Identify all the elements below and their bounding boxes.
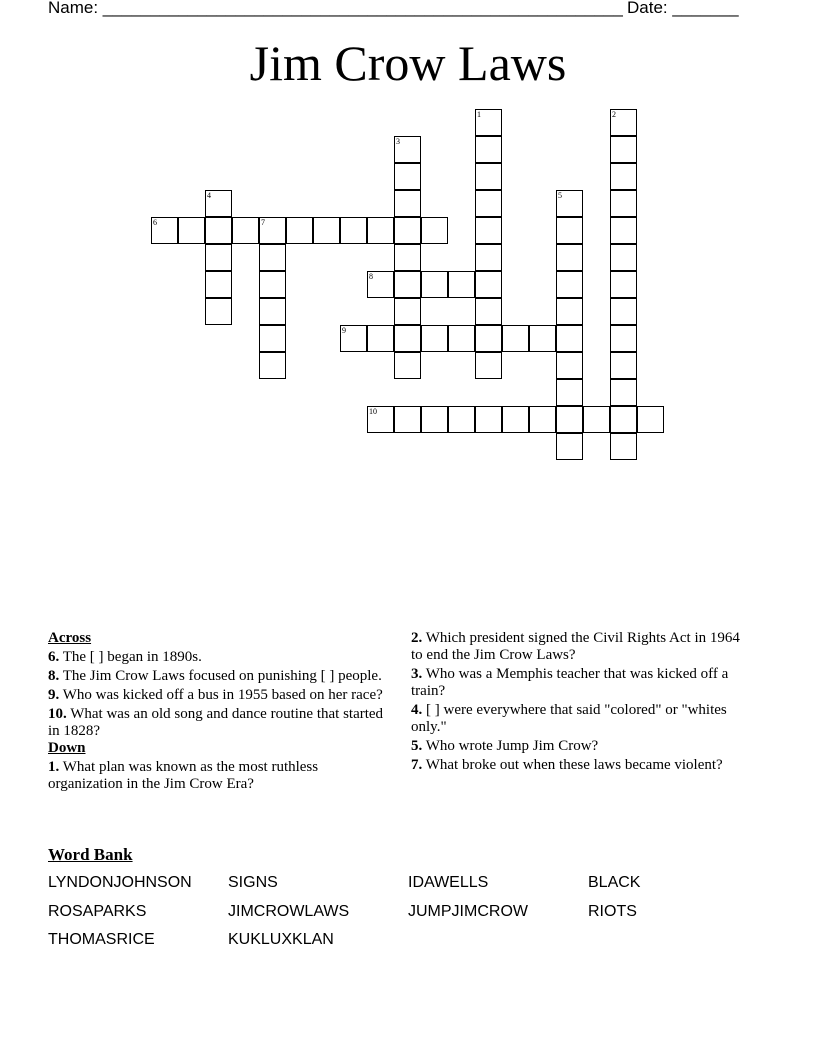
grid-cell[interactable] xyxy=(394,163,421,190)
page-title: Jim Crow Laws xyxy=(249,35,567,91)
grid-cell[interactable] xyxy=(475,109,502,136)
word-bank-item: RIOTS xyxy=(588,903,637,920)
grid-cell[interactable] xyxy=(637,406,664,433)
clue-down-5: 5. Who wrote Jump Jim Crow? xyxy=(411,738,599,754)
grid-cell[interactable] xyxy=(205,244,232,271)
grid-cell[interactable] xyxy=(610,298,637,325)
grid-cell[interactable] xyxy=(394,136,421,163)
grid-cell[interactable] xyxy=(610,406,637,433)
grid-cell[interactable] xyxy=(394,271,421,298)
grid-cell[interactable] xyxy=(475,406,502,433)
clue-number: 10 xyxy=(369,407,377,416)
grid-cell[interactable] xyxy=(610,217,637,244)
grid-cell[interactable] xyxy=(286,217,313,244)
grid-cell[interactable] xyxy=(394,325,421,352)
grid-cell[interactable] xyxy=(340,217,367,244)
grid-cell[interactable] xyxy=(367,217,394,244)
grid-cell[interactable] xyxy=(529,406,556,433)
grid-cell[interactable] xyxy=(556,298,583,325)
grid-cell[interactable] xyxy=(394,406,421,433)
name-field[interactable]: Name: _______________________________________________________ xyxy=(48,0,623,17)
grid-cell[interactable] xyxy=(556,325,583,352)
grid-cell[interactable] xyxy=(205,298,232,325)
grid-cell[interactable] xyxy=(259,244,286,271)
word-bank-item: ROSAPARKS xyxy=(48,903,147,920)
word-bank-item: KUKLUXKLAN xyxy=(228,931,334,948)
grid-cell[interactable] xyxy=(610,163,637,190)
grid-cell[interactable] xyxy=(610,379,637,406)
clue-down-1: 1. What plan was known as the most ruthless organization in the Jim Crow Era? xyxy=(48,759,319,792)
clue-number: 2 xyxy=(612,110,616,119)
clues-left-column xyxy=(48,630,388,793)
word-bank-item: SIGNS xyxy=(228,874,278,891)
grid-cell[interactable] xyxy=(448,271,475,298)
grid-cell[interactable] xyxy=(475,136,502,163)
grid-cell[interactable] xyxy=(367,406,394,433)
grid-cell[interactable] xyxy=(610,190,637,217)
clue-down-3: 3. Who was a Memphis teacher that was kicked off a train? xyxy=(411,666,729,699)
grid-cell[interactable] xyxy=(529,325,556,352)
clue-across-10: 10. What was an old song and dance routine that started in 1828? xyxy=(48,706,384,739)
grid-cell[interactable] xyxy=(610,244,637,271)
crossword-grid xyxy=(0,0,816,480)
grid-cell[interactable] xyxy=(556,379,583,406)
grid-cell[interactable] xyxy=(502,325,529,352)
grid-cell[interactable] xyxy=(421,406,448,433)
grid-cell[interactable] xyxy=(556,271,583,298)
grid-cell[interactable] xyxy=(232,217,259,244)
grid-cell[interactable] xyxy=(610,325,637,352)
grid-cell[interactable] xyxy=(556,217,583,244)
grid-cell[interactable] xyxy=(475,352,502,379)
clue-number: 7 xyxy=(261,218,265,227)
grid-cell[interactable] xyxy=(421,325,448,352)
grid-cell[interactable] xyxy=(610,136,637,163)
clue-across-6: 6. The [ ] began in 1890s. xyxy=(48,649,202,665)
clue-down-2: 2. Which president signed the Civil Rights Act in 1964 to end the Jim Crow Laws? xyxy=(411,630,740,663)
clue-number: 5 xyxy=(558,191,562,200)
grid-cell[interactable] xyxy=(394,352,421,379)
grid-cell[interactable] xyxy=(178,217,205,244)
word-bank-item: BLACK xyxy=(588,874,641,891)
word-bank-title: Word Bank xyxy=(48,845,133,864)
grid-cell[interactable] xyxy=(583,406,610,433)
grid-cell[interactable] xyxy=(259,298,286,325)
grid-cell[interactable] xyxy=(367,325,394,352)
word-bank-item: IDAWELLS xyxy=(408,874,489,891)
clue-number: 8 xyxy=(369,272,373,281)
clue-number: 6 xyxy=(153,218,157,227)
grid-cell[interactable] xyxy=(205,271,232,298)
grid-cell[interactable] xyxy=(151,217,178,244)
clue-down-7: 7. What broke out when these laws became violent? xyxy=(411,757,723,773)
grid-cell[interactable] xyxy=(610,271,637,298)
grid-cell[interactable] xyxy=(205,217,232,244)
grid-cell[interactable] xyxy=(259,271,286,298)
grid-cell[interactable] xyxy=(610,109,637,136)
grid-cell[interactable] xyxy=(448,406,475,433)
clue-number: 4 xyxy=(207,191,211,200)
grid-cell[interactable] xyxy=(556,433,583,460)
word-bank-item: JUMPJIMCROW xyxy=(408,903,528,920)
grid-cell[interactable] xyxy=(556,244,583,271)
grid-cell[interactable] xyxy=(475,217,502,244)
grid-cell[interactable] xyxy=(556,352,583,379)
grid-cell[interactable] xyxy=(313,217,340,244)
across-heading: Across xyxy=(48,630,92,646)
grid-cell[interactable] xyxy=(610,352,637,379)
grid-cell[interactable] xyxy=(475,271,502,298)
grid-cell[interactable] xyxy=(205,190,232,217)
clue-across-8: 8. The Jim Crow Laws focused on punishing [ ] people. xyxy=(48,668,382,684)
grid-cell[interactable] xyxy=(610,433,637,460)
word-bank-item: THOMASRICE xyxy=(48,931,155,948)
clue-number: 1 xyxy=(477,110,481,119)
grid-cell[interactable] xyxy=(448,325,475,352)
grid-cell[interactable] xyxy=(394,298,421,325)
grid-cell[interactable] xyxy=(475,190,502,217)
grid-cell[interactable] xyxy=(475,163,502,190)
clue-number: 3 xyxy=(396,137,400,146)
grid-cell[interactable] xyxy=(394,190,421,217)
grid-cell[interactable] xyxy=(556,190,583,217)
grid-cell[interactable] xyxy=(367,271,394,298)
grid-cell[interactable] xyxy=(259,325,286,352)
grid-cell[interactable] xyxy=(259,352,286,379)
down-heading: Down xyxy=(48,740,86,756)
clue-down-4: 4. [ ] were everywhere that said "colored" or "whites only." xyxy=(411,702,727,735)
clue-across-9: 9. Who was kicked off a bus in 1955 based on her race? xyxy=(48,687,383,703)
grid-cell[interactable] xyxy=(259,217,286,244)
grid-cell[interactable] xyxy=(502,406,529,433)
grid-cell[interactable] xyxy=(475,298,502,325)
grid-cell[interactable] xyxy=(394,244,421,271)
grid-cell[interactable] xyxy=(421,271,448,298)
clue-number: 9 xyxy=(342,326,346,335)
word-bank-item: JIMCROWLAWS xyxy=(228,903,350,920)
grid-cell[interactable] xyxy=(475,325,502,352)
clues-right-column xyxy=(411,630,751,774)
grid-cell[interactable] xyxy=(475,244,502,271)
date-field[interactable]: Date: _______ xyxy=(627,0,739,17)
grid-cell[interactable] xyxy=(421,217,448,244)
word-bank-item: LYNDONJOHNSON xyxy=(48,874,192,891)
grid-cell[interactable] xyxy=(556,406,583,433)
grid-cell[interactable] xyxy=(394,217,421,244)
grid-cell[interactable] xyxy=(340,325,367,352)
